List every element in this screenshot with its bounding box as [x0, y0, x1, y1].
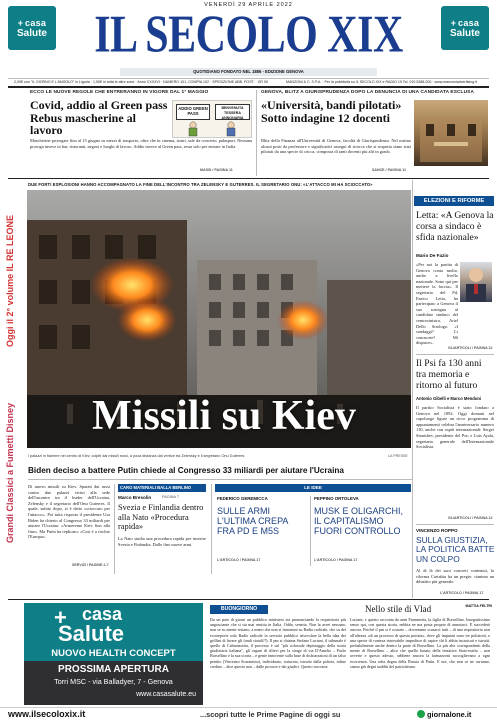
idee-col2-author: PEPPINO ORTOLEVA	[314, 496, 359, 501]
caro-label: CARO MATERIALI BALLA BERLINO	[118, 484, 206, 492]
divider	[416, 524, 494, 525]
plus-icon: +	[17, 17, 24, 28]
divider	[8, 86, 489, 88]
ad-line2: Salute	[58, 621, 125, 646]
buongiorno-body: Da un paio di giorni un pubblico ministero sta pronunciando la requisitoria più angosciante che si sia mai sentita in Italia. Odda, senetta. Non la avrei nessuno, non se su niente restano, a meno che non si intromini su Radio radicale, che su dei ecotreporte solo Radio radicale fa servizio pubblico trisecolare la bella idea dei grillini di lavare gli fondi statali?!). Il pm si chiama Stefano Luciani, il tribunale è quello di Caltanissetta, il processo è sul "più colossale depistaggio della storia giudiziaria italiana", gli organi di rilievi per la strage di via D'Amelio – Paolo Borsellino e la sua scorta – e gente innocente sulla base di dichiarazioni di un falso pentito (Vincenzo Scarantino), individuato, torturato, istruito dalla polizia, infine creduto – dice questo non – dalle procure e dai giudici. Questo racconta	[210, 617, 346, 669]
story-genova-body: Blitz della Finanza all'Università di Genova, facoltà di Giurisprudenza. Nel mirino alcuni posti da professore e significativi assegni di ricerca che si sospetta siano stati pilotati da una specie di cricca, composta di tanti docenti più alti in grado.	[261, 138, 411, 155]
caro-headline[interactable]: Svezia e Finlandia dentro alla Nato «Procedura rapida»	[118, 503, 204, 532]
divider	[416, 354, 494, 355]
caro-author-page: PAGINA 7	[162, 495, 180, 499]
building-icon	[414, 100, 488, 166]
footer	[0, 707, 497, 720]
psi-body: Il partito Socialista è stato fondato a Genova nel 1892. Oggi domani nel capoluogo ligure un ricco programma di appuntamenti celebra l'anniversario numero 130, anche con ospiti internazionali: Sergei Stanishev, presidente del Pse, e Luis Ayala, segretario generale dell'Internazionale Socialista.	[416, 405, 494, 450]
divider	[412, 180, 413, 598]
lead-photo-credit: LA PRESSE	[388, 454, 408, 458]
masthead-title[interactable]: IL SECOLO XIX	[94, 6, 403, 64]
giornalone-logo-icon	[417, 710, 425, 718]
price-line: 2,00€ con "IL GIORNO E L'ANGOLO" in Liguria · 1,50€ in tutta le altre zone · Anno CXXXVI · NUMERO 101, COMPIA 102 · SPEDIZIONE ABB. POST. · GR 50	[14, 80, 268, 84]
ad-subtitle: NUOVO HEALTH CONCEPT	[51, 648, 176, 659]
letta-photo	[460, 262, 492, 302]
idee-col2-byline: L'ARTICOLO / PAGINA 17	[314, 558, 358, 562]
sidebar-promo-bottom: Grandi Classici a Fumetti Disney	[5, 402, 15, 543]
sidebar-promo-top: Oggi il 2° volume IL RE LEONE	[5, 215, 15, 348]
university-photo	[414, 100, 488, 166]
ad-right-line2: Salute	[449, 27, 480, 39]
covid-cartoon	[172, 100, 252, 138]
idee-label: LE IDEE	[215, 484, 411, 492]
vincenzo-author: VINCENZO ROPPO	[416, 528, 458, 533]
cartoon-sign-left: ADDIO GREEN PASS	[176, 104, 210, 120]
vlad-title[interactable]: Nello stile di Vlad	[365, 604, 432, 614]
vlad-author: MATTIA FELTRI	[465, 604, 492, 608]
sidebar-promo[interactable]	[3, 180, 23, 568]
lead-caption: I palazzi in fiamme nel centro di Kiev, colpiti dai missili russi, a poca distanza dal vertice tra Zelensky e il segretario Onu Guterres	[28, 454, 245, 458]
story-genova-byline: SANCE / PAGINA 11	[372, 168, 406, 172]
casa-salute-ad[interactable]	[24, 603, 203, 705]
plus-icon: +	[450, 17, 457, 28]
story-covid-body: Mascherine prorogate fino al 15 giugno su mezzi di trasporto, oltre che in cinema, teatri, sale da concerto, palasport. Nessuna proroga invece in bar, ristoranti, negozi e luoghi di lavoro. Addio invece al Green pass, resta solo per entrare in Italia.	[30, 138, 252, 149]
vincenzo-headline[interactable]: SULLA GIUSTIZIA, LA POLITICA BATTE UN COLPO	[416, 535, 495, 564]
ad-line: MANZONI & C. S.P.A. · Per la pubblicità su IL SECOLO XIX e RADIO 19 Tel. 010 5388.200 · www.manzoniadvertising.it	[286, 80, 477, 84]
cartoon-figures-icon	[173, 120, 253, 139]
story-covid-byline: MASSI / PAGINA 11	[200, 168, 233, 172]
idee-col1-byline: L'ARTICOLO / PAGINA 17	[217, 558, 261, 562]
psi-author: Antonio Gibelli e Marco Menduni	[416, 396, 482, 401]
footer-promo: ...scopri tutte le Prime Pagine di oggi su	[200, 710, 341, 719]
vincenzo-body: Al di là dei suoi concreti contenuti, la riforma Cartabia ha un pregio: rianima un dibattito più generale.	[416, 568, 494, 585]
elezioni-byline: GLIARTICOLI / PAGINA 12	[448, 346, 493, 350]
plus-icon: +	[54, 605, 67, 630]
lead-headline[interactable]: Missili su Kiev	[92, 393, 356, 439]
masthead-ad-left[interactable]	[8, 6, 56, 50]
ad-left-line2: Salute	[16, 27, 47, 39]
divider	[8, 599, 489, 600]
cartoon-sign-right: BENVENUTA TESSERA ANNONARIA	[215, 104, 250, 120]
ad-url: www.casasalute.eu	[136, 691, 196, 698]
divider	[211, 484, 212, 574]
divider	[256, 90, 257, 176]
idee-col2-headline[interactable]: MUSK E OLIGARCHI, IL CAPITALISMO FUORI CONTROLLO	[314, 506, 404, 536]
ad-left-line1: casa	[25, 17, 47, 28]
person-icon	[460, 262, 492, 302]
story-covid-headline[interactable]: Covid, addio al Green pass Rebus mascherine al lavoro	[30, 98, 168, 137]
lead-subhead[interactable]: Biden deciso a battere Putin chiede al Congresso 33 miliardi per aiutare l'Ucraina	[28, 466, 344, 475]
psi-byline: GLIARTICOLI / PAGINA 12	[448, 516, 493, 520]
masthead-tagline: QUOTIDIANO FONDATO NEL 1886 - EDIZIONE GENOVA	[120, 68, 377, 76]
story-genova-headline[interactable]: «Università, bandi pilotati» Sotto indagine 12 docenti	[261, 98, 402, 125]
divider	[28, 479, 412, 480]
idee-col1-headline[interactable]: SULLE ARMI L'ULTIMA CREPA FRA PD E M5S	[217, 506, 288, 536]
lead-body: Di nuovo missili su Kiev. Sparati dai russi contro due palazzi vicini alla sede dell'incontro tra il leader dell'Ucraina, Zelensky e il segretario dell'Onu Guterres. Il quale, subito dopo, si è detto «scioccato per l'attacco». Poi tutta risposta il presidente Usa Biden ha chiesto al Congresso 33 miliardi per aiutare l'Ucraina: «Armeremo Kiev fino alla fine». Ma Putin ha replicato: «Così è a rischio l'Europa».	[28, 484, 110, 540]
vincenzo-byline: L'ARTICOLO / PAGINA 17	[440, 591, 484, 595]
elezioni-headline[interactable]: Letta: «A Genova la corsa a sindaco è sfida nazionale»	[416, 210, 494, 243]
divider	[114, 484, 115, 574]
ad-opening: PROSSIMA APERTURA	[58, 664, 169, 675]
divider	[8, 178, 489, 179]
lead-byline: SERVIZI / PAGINE 2-7	[72, 563, 109, 567]
vlad-body: Luciani, e questo racconta da anni Fiammetta, la figlia di Borsellino. Inseguitissimo senso qui, con questa storia, nebbia ne ma posta proprie di annoiarci. E succederà ancora. Perché il pm si è scusato – dovremmo scusarci tutti – di una requisitoria non all'altezza «di un processo di questa portata», dove gli imputati sono tre poliziotti, e una specie di contesa introvabile impedisce di capire chi li abbia incaricati e istruiti, probabilmente anche dentro la parte di Borsellino. La più alte corrispondenti della mente di Borsellino – altro che quello basato della tentativa Stato-mafia – non avverte e questo adesso, sebbene ancora la larmazzoni raccoglievano a ogni ricorrenza. Una roba degna della Russia di Putin. E noi, che non ce ne curiamo, siamo già degni sudditi del patriottismo.	[350, 617, 490, 669]
story-covid-kicker: ECCO LE NUOVE REGOLE CHE ENTRERANNO IN VIGORE DAL 1° MAGGIO	[30, 90, 209, 95]
ad-address: Torri MSC - via Balladyer, 7 - Genova	[54, 677, 173, 686]
divider	[310, 496, 311, 566]
buongiorno-label: BUONGIORNO	[210, 605, 268, 614]
idee-col1-author: FEDERICO GEREMICCA	[217, 496, 268, 501]
ad-right-line1: casa	[458, 17, 480, 28]
masthead-ad-right[interactable]	[441, 6, 489, 50]
dateline: VENERDÌ 29 APRILE 2022	[204, 2, 293, 8]
story-genova-kicker: GENOVA, BLITZ A GIURISPRUDENZA DOPO LA DENUNCIA DI UNA CANDIDATA ESCLUSA	[261, 90, 475, 95]
lead-kicker: DUE FORTI ESPLOSIONI HANNO ACCOMPAGNATO LA FINE DELL'INCONTRO TRA ZELENSKY E GUTERRES. IL SEGRETARIO ONU: «L'ATTACCO MI HA SCIOCCATO»	[28, 182, 373, 187]
ad-line1: casa	[82, 604, 123, 624]
caro-author: Marco Bresolin	[118, 495, 152, 500]
elezioni-author: Mario De Fazio	[416, 253, 449, 258]
footer-url[interactable]: www.ilsecoloxix.it	[8, 709, 86, 719]
psi-headline[interactable]: Il Psi fa 130 anni tra memoria e ritorno al futuro	[416, 358, 482, 391]
elezioni-body: «Per noi la partita di Genova conta molto, anche a livello nazionale. Sono qui per mettere la faccia». Il segretario del Pd, Enrico Letta, ha partecipato a Genova il suo sostegno al candidato sindaco del centrosinistra, Ariel Dello Strologo. «I sondaggi? Li conoscete? Mi dispiace».	[416, 262, 458, 346]
caro-body: La Nato studia una procedura rapida per inserire Svezia e Finlandia. Dalle fino nuove armi.	[118, 536, 206, 547]
elezioni-header: ELEZIONI E RIFORME	[414, 196, 494, 206]
footer-giornalone[interactable]: giornalone.it	[427, 710, 472, 719]
